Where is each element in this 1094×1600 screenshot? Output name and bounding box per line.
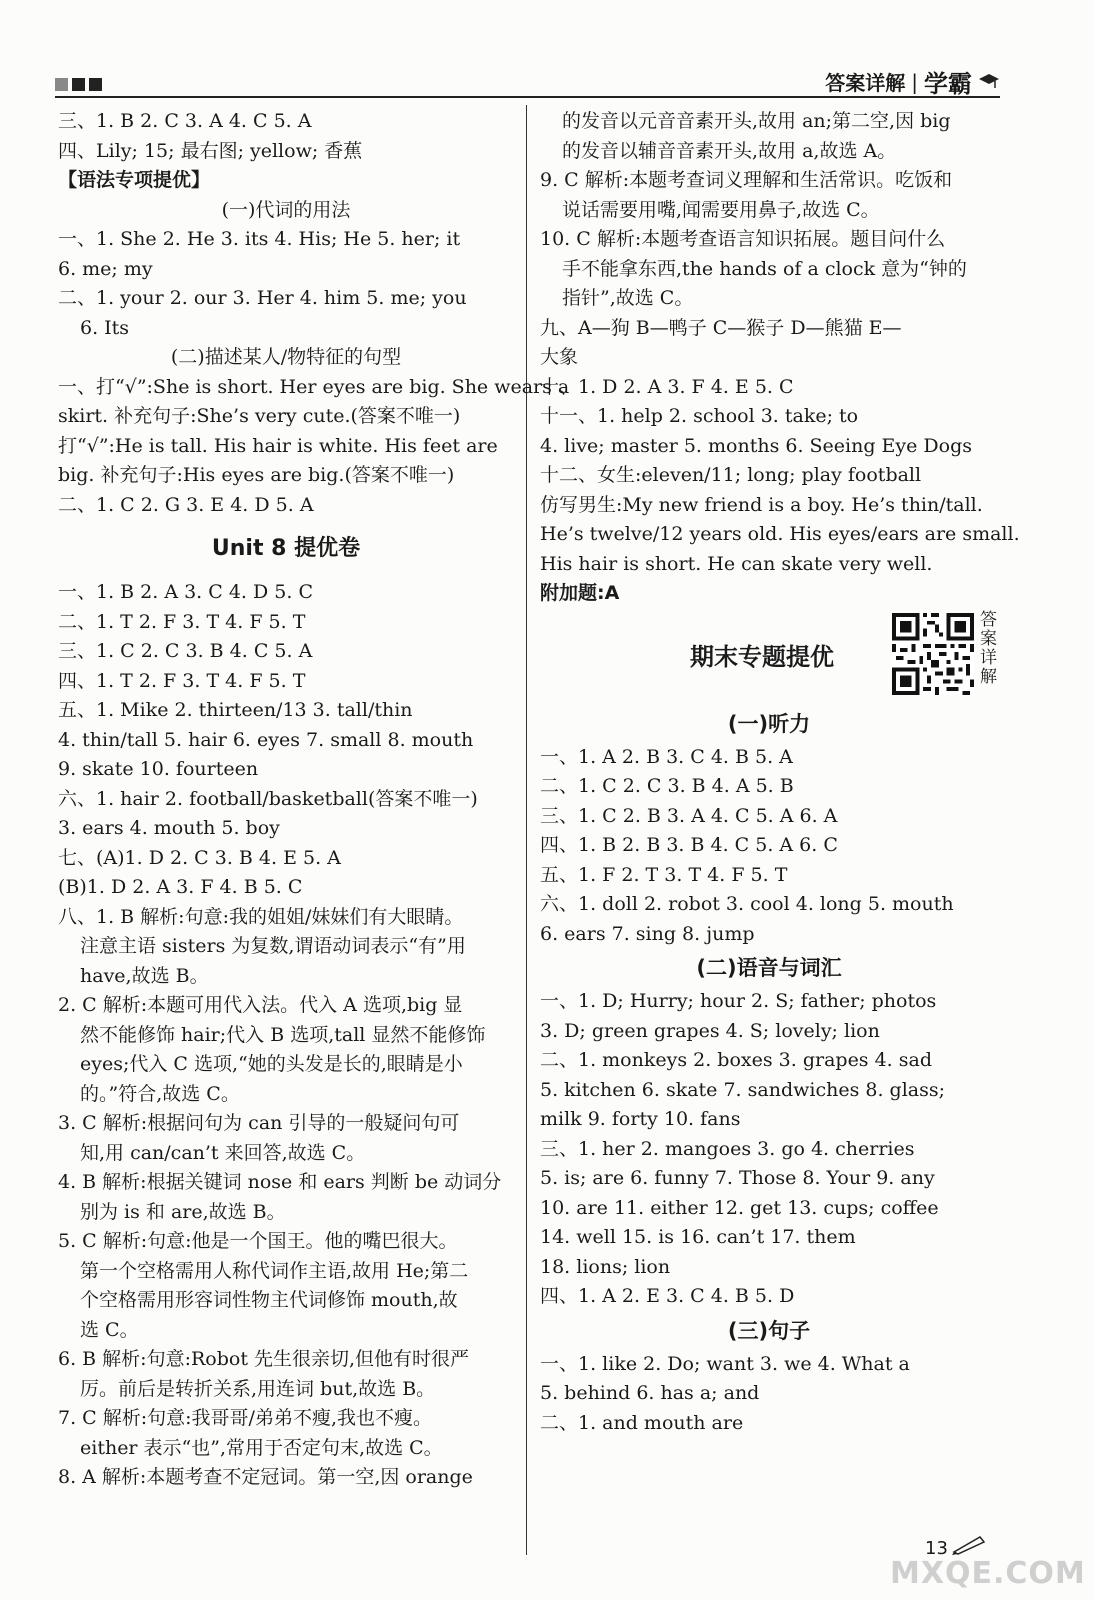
answer-line: 8. A 解析:本题考查不定冠词。第一空,因 orange: [58, 1466, 473, 1488]
answer-line: 的。”符合,故选 C。: [80, 1082, 240, 1105]
answer-line: 9. skate 10. fourteen: [58, 758, 259, 780]
answer-line: (二)描述某人/物特征的句型: [170, 346, 402, 368]
page-header: [55, 62, 1000, 98]
right-column: [540, 107, 1020, 1438]
answer-line: (一)代词的用法: [221, 198, 351, 221]
header-title-group: 答案详解 | 学霸: [825, 64, 1000, 99]
answer-line: 5. kitchen 6. skate 7. sandwiches 8. glass;: [540, 1078, 946, 1101]
answer-line: 四、1. T 2. F 3. T 4. F 5. T: [58, 669, 306, 692]
right-top-section: [540, 107, 1020, 609]
answer-line: 一、1. She 2. He 3. its 4. His; He 5. her; it: [58, 228, 461, 250]
answer-line: 九、A—狗 B—鸭子 C—猴子 D—熊猫 E—: [540, 316, 902, 339]
answer-line: 3. C 解析:根据问句为 can 引导的一般疑问句可: [58, 1112, 460, 1134]
answer-line: 三、1. C 2. B 3. A 4. C 5. A 6. A: [540, 804, 838, 827]
answer-line: He’s twelve/12 years old. His eyes/ears are small.: [540, 523, 1020, 545]
answer-line: 指针”,故选 C。: [562, 287, 694, 309]
answer-line: 一、1. A 2. B 3. C 4. B 5. A: [540, 745, 793, 768]
answer-line: 注意主语 sisters 为复数,谓语动词表示“有”用: [80, 935, 466, 957]
watermark: MXQE.COM: [890, 1556, 1086, 1591]
answer-line: 二、1. and mouth are: [540, 1411, 744, 1434]
answer-line: 一、打“√”:She is short. Her eyes are big. She wears a: [58, 375, 570, 398]
qr-code-icon[interactable]: [892, 613, 974, 695]
answer-line: 一、1. like 2. Do; want 3. we 4. What a: [540, 1352, 910, 1375]
answer-line: 5. is; are 6. funny 7. Those 8. Your 9. any: [540, 1167, 935, 1189]
graduation-cap-icon: [978, 71, 1000, 93]
answer-line: 2. C 解析:本题可用代入法。代入 A 选项,big 显: [58, 994, 463, 1016]
answer-line: 9. C 解析:本题考查词义理解和生活常识。吃饭和: [540, 169, 953, 191]
answer-line: skirt. 补充句子:She’s very cute.(答案不唯一): [58, 405, 461, 427]
answer-line: 六、1. doll 2. robot 3. cool 4. long 5. mouth: [540, 893, 954, 915]
page-number: 13: [925, 1538, 948, 1559]
answer-line: 5. C 解析:句意:他是一个国王。他的嘴巴很大。: [58, 1230, 458, 1252]
answer-line: 四、1. A 2. E 3. C 4. B 5. D: [540, 1285, 795, 1307]
answer-line: 7. C 解析:句意:我哥哥/弟弟不瘦,我也不瘦。: [58, 1407, 432, 1429]
answer-line: 选 C。: [80, 1318, 139, 1341]
answer-line: 4. B 解析:根据关键词 nose 和 ears 判断 be 动词分: [58, 1171, 502, 1193]
answer-line: 6. Its: [80, 316, 130, 339]
answer-line: 大象: [540, 346, 579, 368]
answer-line: 十二、女生:eleven/11; long; play football: [540, 464, 922, 486]
brand-logo: 学霸: [924, 70, 972, 98]
answer-line: 14. well 15. is 16. can’t 17. them: [540, 1226, 856, 1248]
answer-line: 五、1. Mike 2. thirteen/13 3. tall/thin: [58, 699, 413, 721]
pencil-icon: [950, 1533, 990, 1555]
right-bottom-section: [540, 705, 998, 1439]
answer-line: 3. ears 4. mouth 5. boy: [58, 817, 280, 839]
answer-line: 一、1. B 2. A 3. C 4. D 5. C: [58, 581, 313, 603]
answer-line: 仿写男生:My new friend is a boy. He’s thin/tall.: [540, 493, 983, 516]
answer-line: 的发音以元音音素开头,故用 an;第二空,因 big: [562, 110, 951, 132]
answer-line: 十、1. D 2. A 3. F 4. E 5. C: [540, 375, 794, 398]
answer-line: 4. live; master 5. months 6. Seeing Eye Dogs: [540, 434, 973, 457]
answer-line: 知,用 can/can’t 来回答,故选 C。: [80, 1141, 366, 1164]
answer-line: 然不能修饰 hair;代入 B 选项,tall 显然不能修饰: [80, 1023, 486, 1046]
answer-line: 二、1. C 2. G 3. E 4. D 5. A: [58, 493, 314, 516]
qr-section: [540, 609, 998, 705]
answer-line: 四、1. B 2. B 3. B 4. C 5. A 6. C: [540, 834, 838, 856]
answer-line: have,故选 B。: [80, 964, 209, 987]
answer-line: 6. ears 7. sing 8. jump: [540, 922, 755, 945]
answer-line: 5. behind 6. has a; and: [540, 1382, 760, 1404]
answer-line: 七、(A)1. D 2. C 3. B 4. E 5. A: [58, 846, 341, 869]
answer-line: either 表示“也”,常用于否定句末,故选 C。: [80, 1436, 443, 1459]
header-title: 答案详解: [825, 71, 906, 95]
answer-line: 6. B 解析:句意:Robot 先生很亲切,但他有时很严: [58, 1348, 470, 1370]
section-heading: (二)语音与词汇: [696, 956, 842, 980]
answer-line: 10. C 解析:本题考查语言知识拓展。题目问什么: [540, 228, 946, 250]
answer-line: 八、1. B 解析:句意:我的姐姐/妹妹们有大眼睛。: [58, 905, 464, 928]
answer-line: His hair is short. He can skate very well.: [540, 552, 933, 575]
column-divider: [526, 105, 527, 1555]
answer-line: 四、Lily; 15; 最右图; yellow; 香蕉: [58, 139, 363, 162]
answer-line: 三、1. B 2. C 3. A 4. C 5. A: [58, 110, 312, 132]
answer-line: 三、1. her 2. mangoes 3. go 4. cherries: [540, 1137, 915, 1160]
answer-line: 4. thin/tall 5. hair 6. eyes 7. small 8. mouth: [58, 728, 474, 751]
answer-line: 打“√”:He is tall. His hair is white. His feet are: [58, 434, 498, 457]
answer-line: eyes;代入 C 选项,“她的头发是长的,眼睛是小: [80, 1053, 463, 1075]
answer-line: 五、1. F 2. T 3. T 4. F 5. T: [540, 863, 788, 886]
answer-line: 厉。前后是转折关系,用连词 but,故选 B。: [80, 1377, 436, 1400]
answer-line: 二、1. C 2. C 3. B 4. A 5. B: [540, 775, 794, 797]
section-heading: Unit 8 提优卷: [211, 536, 361, 561]
section-heading: (一)听力: [727, 711, 811, 736]
answer-line: (B)1. D 2. A 3. F 4. B 5. C: [58, 876, 303, 898]
answer-line: big. 补充句子:His eyes are big.(答案不唯一): [58, 464, 455, 486]
answer-line: 个空格需用形容词性物主代词修饰 mouth,故: [80, 1289, 458, 1311]
answer-line: 的发音以辅音音素开头,故用 a,故选 A。: [562, 139, 897, 162]
answer-line: 别为 is 和 are,故选 B。: [80, 1200, 286, 1223]
answer-line: 一、1. D; Hurry; hour 2. S; father; photos: [540, 990, 937, 1012]
answer-line: 10. are 11. either 12. get 13. cups; coffee: [540, 1196, 939, 1219]
answer-line: 附加题:A: [540, 582, 620, 604]
answer-line: 18. lions; lion: [540, 1255, 671, 1278]
answer-line: milk 9. forty 10. fans: [540, 1108, 741, 1130]
answer-line: 十一、1. help 2. school 3. take; to: [540, 405, 859, 427]
answer-line: 第一个空格需用人称代词作主语,故用 He;第二: [80, 1259, 469, 1282]
header-squares: [55, 78, 102, 91]
answer-line: 三、1. C 2. C 3. B 4. C 5. A: [58, 640, 313, 662]
answer-line: 说话需要用嘴,闻需要用鼻子,故选 C。: [562, 198, 880, 221]
answer-line: 六、1. hair 2. football/basketball(答案不唯一): [58, 787, 478, 810]
answer-line: 6. me; my: [58, 257, 153, 280]
answer-line: 二、1. your 2. our 3. Her 4. him 5. me; you: [58, 287, 467, 309]
qr-label: 答案详解: [980, 609, 997, 687]
answer-line: 【语法专项提优】: [58, 169, 211, 191]
answer-line: 手不能拿东西,the hands of a clock 意为“钟的: [562, 257, 967, 280]
answer-line: 3. D; green grapes 4. S; lovely; lion: [540, 1019, 880, 1042]
section-title: 期末专题提优: [690, 642, 834, 671]
answer-line: 二、1. T 2. F 3. T 4. F 5. T: [58, 610, 306, 633]
answer-line: 二、1. monkeys 2. boxes 3. grapes 4. sad: [540, 1049, 933, 1071]
section-heading: (三)句子: [727, 1318, 811, 1343]
